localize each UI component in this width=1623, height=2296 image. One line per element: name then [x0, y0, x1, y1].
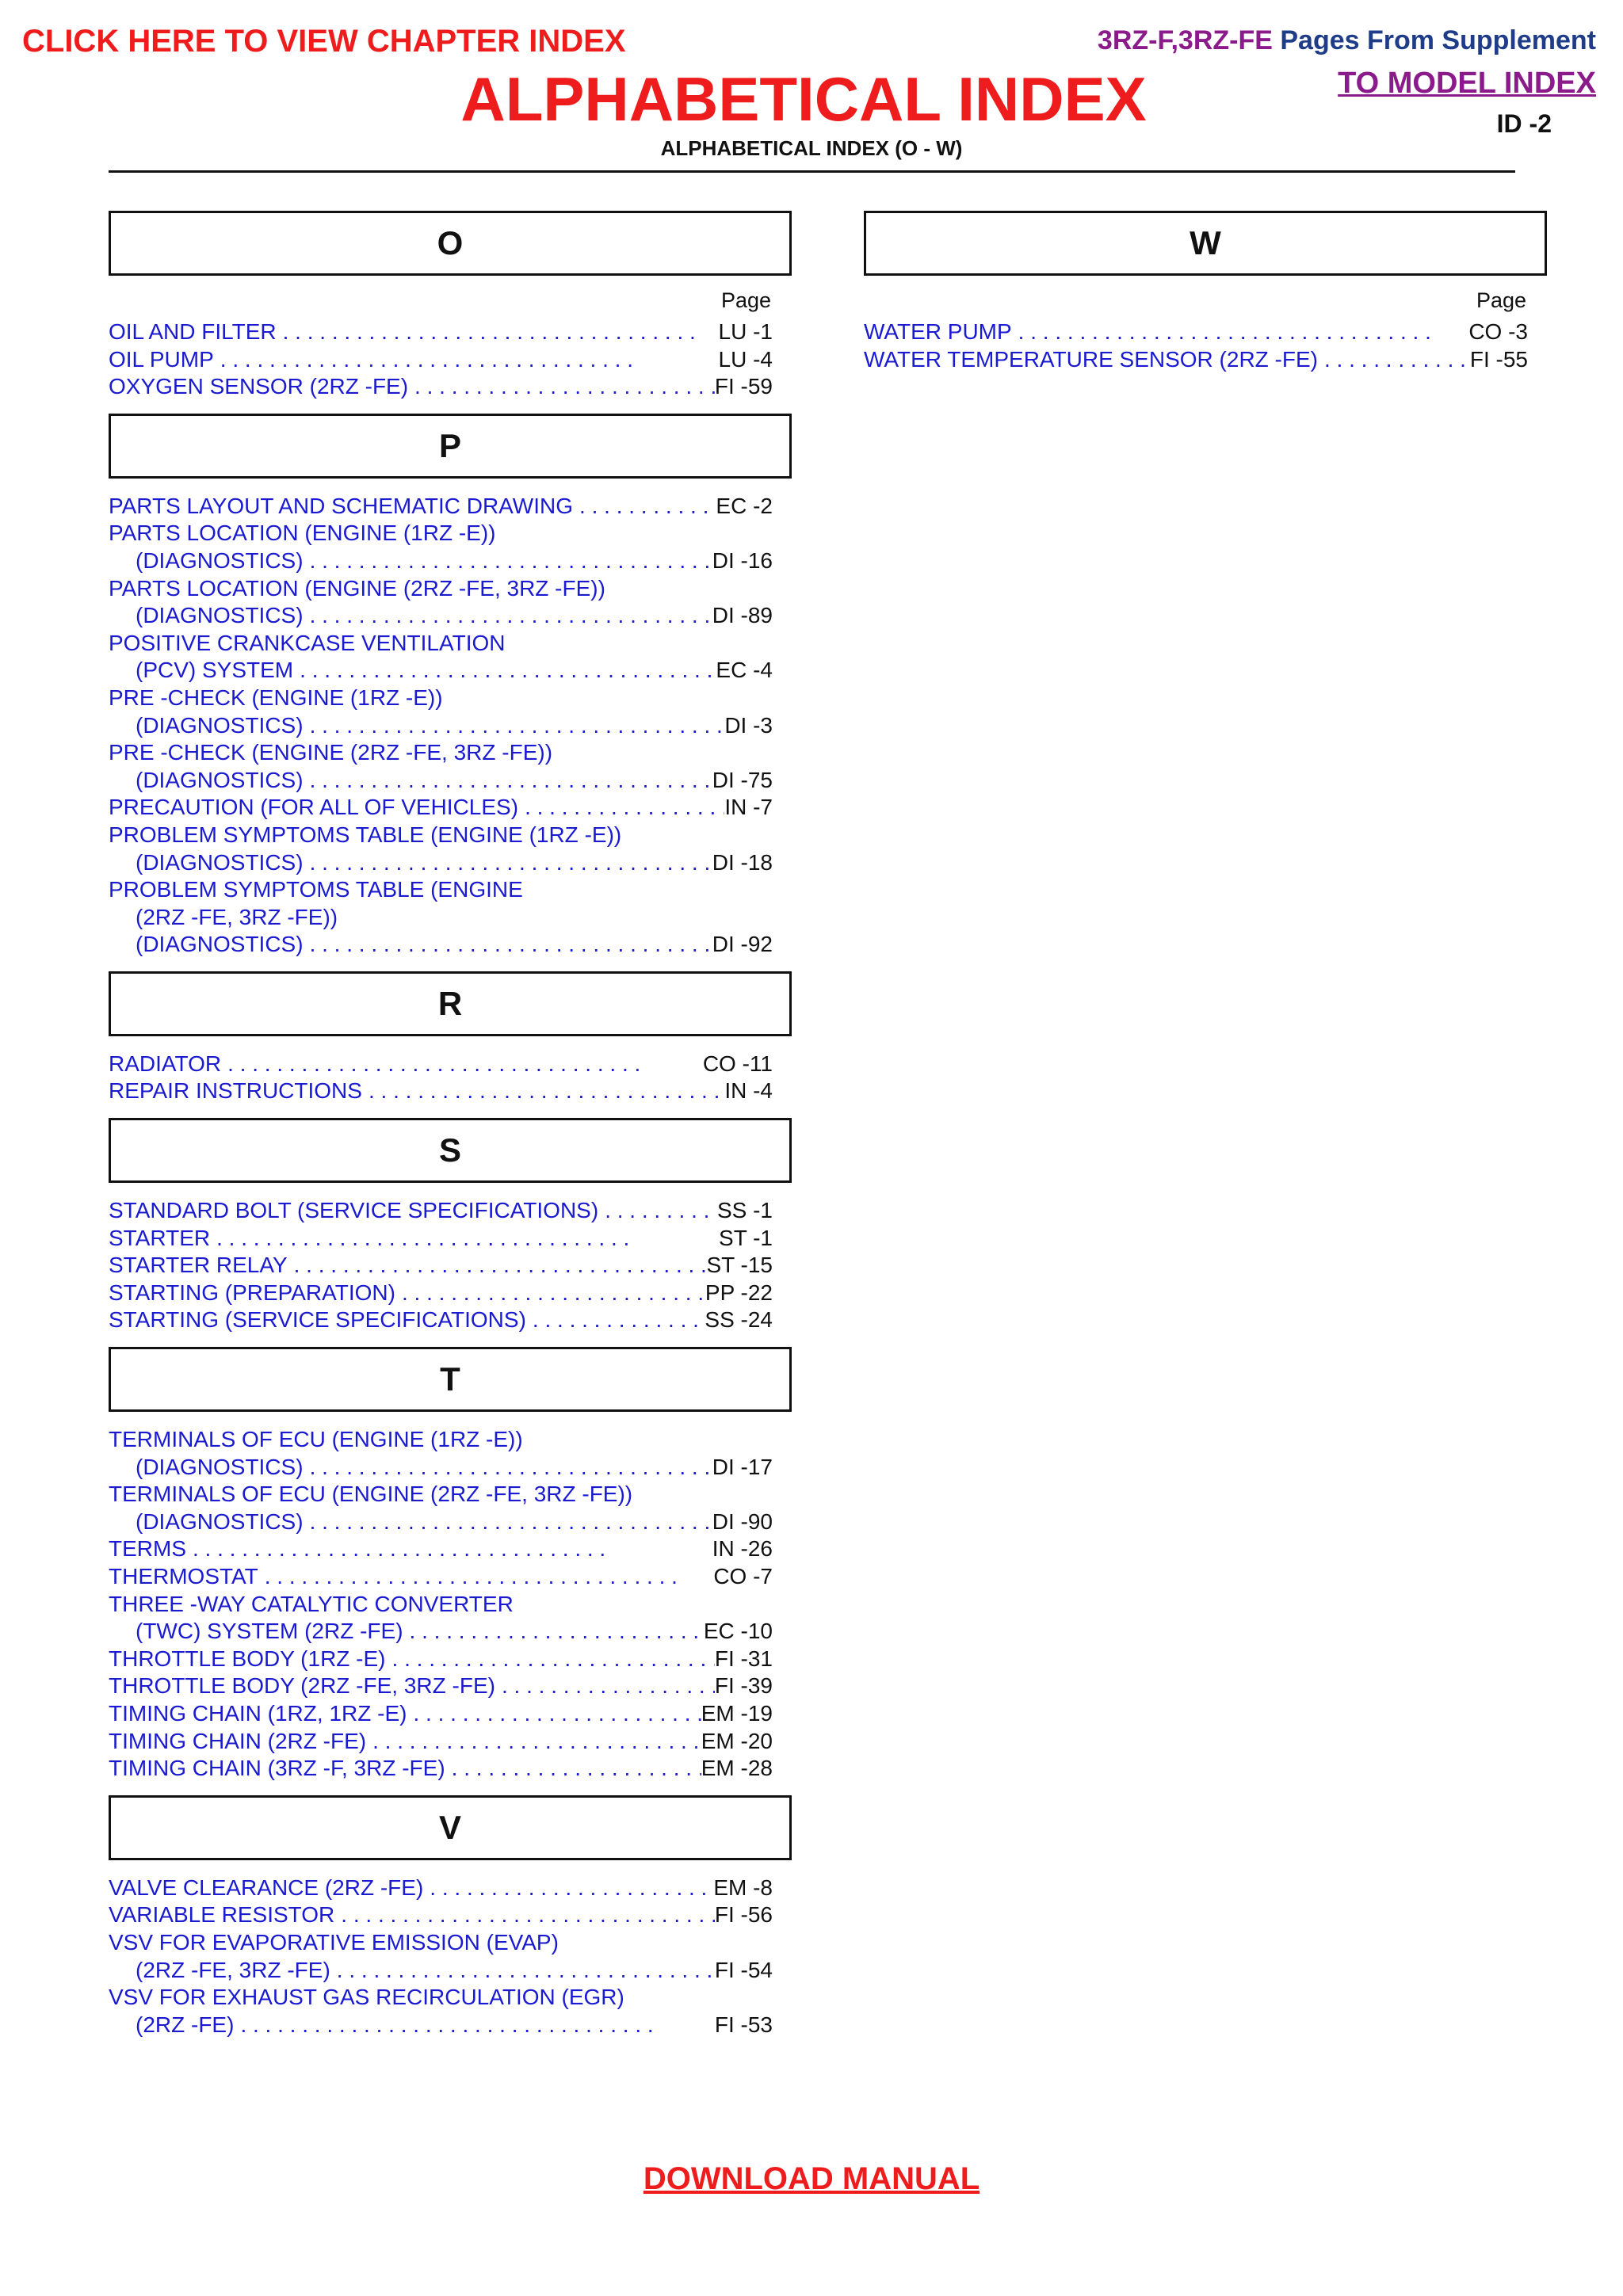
index-section-s [109, 1118, 792, 1334]
index-entry-title: THREE -WAY CATALYTIC CONVERTER [109, 1591, 514, 1616]
index-entry-page: CO -3 [1468, 319, 1528, 344]
index-entry-title: VSV FOR EXHAUST GAS RECIRCULATION (EGR) [109, 1985, 624, 2010]
index-entry[interactable] [109, 685, 792, 739]
index-entry[interactable] [109, 1700, 792, 1728]
index-entry-page: EM -8 [713, 1875, 773, 1900]
index-entry-title: PARTS LOCATION (ENGINE (1RZ -E)) [109, 521, 496, 546]
section-letter-heading: P [109, 414, 792, 479]
index-entry-title: PRE -CHECK (ENGINE (1RZ -E)) [109, 685, 443, 710]
model-codes: 3RZ-F,3RZ-FE [1097, 25, 1273, 55]
dot-leader [341, 1901, 715, 1929]
index-entry-page: FI -59 [714, 374, 773, 399]
index-entry-title: (TWC) SYSTEM (2RZ -FE) [136, 1619, 403, 1644]
index-entry-page: DI -89 [712, 603, 773, 628]
index-entry-page: EC -10 [703, 1619, 773, 1644]
index-entry-page: FI -39 [714, 1673, 773, 1699]
index-entry-title: POSITIVE CRANKCASE VENTILATION [109, 630, 506, 655]
index-entry[interactable] [109, 739, 792, 794]
index-entry-title: THROTTLE BODY (2RZ -FE, 3RZ -FE) [109, 1673, 495, 1699]
dot-leader [193, 1535, 605, 1563]
dot-leader [265, 1563, 677, 1591]
index-entry-title: THROTTLE BODY (1RZ -E) [109, 1646, 386, 1671]
index-entry[interactable] [109, 1929, 792, 1984]
index-entry-page: FI -53 [714, 2012, 773, 2037]
page-column-label: Page [1476, 288, 1526, 312]
index-entry[interactable] [864, 346, 1547, 374]
dot-leader [414, 373, 715, 401]
index-entry-title: (2RZ -FE, 3RZ -FE)) [136, 904, 338, 929]
index-entry[interactable] [109, 1984, 792, 2039]
index-entry[interactable] [109, 493, 792, 521]
index-entry-title: (2RZ -FE, 3RZ -FE) [136, 1957, 330, 1982]
index-entry-page: SS -24 [705, 1307, 773, 1333]
section-letter-heading: S [109, 1118, 792, 1183]
dot-leader [525, 794, 724, 822]
dot-leader [283, 318, 695, 346]
index-section-v [109, 1795, 792, 2039]
chapter-index-link[interactable]: CLICK HERE TO VIEW CHAPTER INDEX [22, 24, 626, 59]
index-entry[interactable] [109, 1225, 792, 1253]
dot-leader [452, 1755, 701, 1783]
dot-leader [310, 849, 712, 877]
index-entry-page: CO -11 [702, 1051, 773, 1076]
dot-leader [310, 547, 712, 575]
dot-leader [413, 1700, 701, 1728]
index-entry-title: WATER PUMP [864, 319, 1012, 344]
index-entry[interactable] [109, 1563, 792, 1591]
index-entry[interactable] [109, 1535, 792, 1563]
index-entry-page: EM -19 [701, 1700, 773, 1726]
index-entry[interactable] [109, 1051, 792, 1078]
index-entry[interactable] [109, 1252, 792, 1280]
index-section-t [109, 1347, 792, 1783]
index-entry[interactable] [109, 1646, 792, 1673]
dot-leader [430, 1875, 713, 1902]
section-letter-heading: V [109, 1795, 792, 1860]
dot-leader [1324, 346, 1470, 374]
index-entry[interactable] [109, 1875, 792, 1902]
section-letter-heading: R [109, 971, 792, 1036]
index-section-o [109, 211, 792, 401]
index-section-r [109, 971, 792, 1105]
index-entry-page: PP -22 [705, 1280, 773, 1305]
index-entry[interactable] [109, 1426, 792, 1481]
index-entry[interactable] [109, 1755, 792, 1783]
dot-leader [402, 1280, 705, 1307]
index-entry-title: (DIAGNOSTICS) [136, 1454, 304, 1479]
dot-leader [310, 931, 712, 959]
index-entry-title: (DIAGNOSTICS) [136, 932, 304, 957]
index-entry-page: ST -15 [706, 1253, 773, 1278]
index-entry-title: (DIAGNOSTICS) [136, 767, 304, 792]
section-letter-heading: O [109, 211, 792, 276]
index-entry-title: STARTER [109, 1225, 211, 1250]
section-letter-heading: W [864, 211, 1547, 276]
dot-leader [310, 602, 712, 630]
dot-leader [392, 1646, 715, 1673]
index-entry-title: OIL PUMP [109, 346, 214, 372]
section-letter-heading: T [109, 1347, 792, 1412]
download-manual-link[interactable]: DOWNLOAD MANUAL [643, 2161, 980, 2196]
index-entry[interactable] [109, 373, 792, 401]
index-entry-page: LU -4 [718, 346, 773, 372]
index-entry-page: DI -75 [712, 767, 773, 792]
index-entry-title: TERMS [109, 1536, 186, 1562]
index-section-p [109, 414, 792, 959]
index-entry-page: DI -90 [712, 1508, 773, 1534]
index-entry-title: TERMINALS OF ECU (ENGINE (1RZ -E)) [109, 1427, 523, 1452]
index-entry[interactable] [109, 876, 792, 959]
index-entry-page: IN -26 [712, 1536, 773, 1562]
index-entry-title: PRE -CHECK (ENGINE (2RZ -FE, 3RZ -FE)) [109, 740, 553, 765]
index-entry-title: STANDARD BOLT (SERVICE SPECIFICATIONS) [109, 1198, 599, 1223]
index-entry-title: (DIAGNOSTICS) [136, 603, 304, 628]
index-entry[interactable] [109, 1591, 792, 1646]
dot-leader [605, 1197, 717, 1225]
index-entry[interactable] [109, 1672, 792, 1700]
index-entry[interactable] [109, 346, 792, 374]
index-entry-title: OXYGEN SENSOR (2RZ -FE) [109, 374, 409, 399]
page-id: ID -2 [1496, 109, 1552, 138]
index-entry-title: TIMING CHAIN (3RZ -F, 3RZ -FE) [109, 1756, 445, 1781]
index-entry-page: IN -7 [724, 795, 773, 820]
index-entry-page: EM -28 [701, 1756, 773, 1781]
index-entry-title: PARTS LOCATION (ENGINE (2RZ -FE, 3RZ -FE)) [109, 575, 605, 601]
index-entry-page: FI -55 [1469, 346, 1528, 372]
index-entry-title: TIMING CHAIN (1RZ, 1RZ -E) [109, 1700, 407, 1726]
dot-leader [216, 1225, 628, 1253]
index-entry-page: EC -4 [716, 658, 773, 683]
header-divider [109, 170, 1515, 173]
dot-leader [579, 493, 716, 521]
index-entry-page: EC -2 [716, 493, 773, 518]
dot-leader [227, 1051, 640, 1078]
dot-leader [502, 1672, 715, 1700]
index-entry[interactable] [109, 794, 792, 822]
index-entry-title: (PCV) SYSTEM [136, 658, 294, 683]
index-entry-title: OIL AND FILTER [109, 319, 277, 344]
index-entry-title: (DIAGNOSTICS) [136, 547, 304, 573]
index-entry-page: FI -56 [714, 1902, 773, 1928]
index-entry-title: THERMOSTAT [109, 1564, 258, 1589]
index-entry-title: WATER TEMPERATURE SENSOR (2RZ -FE) [864, 346, 1318, 372]
index-entry-title: PRECAUTION (FOR ALL OF VEHICLES) [109, 795, 519, 820]
index-entry-title: PARTS LAYOUT AND SCHEMATIC DRAWING [109, 493, 574, 518]
index-entry[interactable] [109, 1728, 792, 1756]
index-entry[interactable] [109, 1306, 792, 1334]
index-entry-title: (DIAGNOSTICS) [136, 849, 304, 875]
index-entry-page: EM -20 [701, 1728, 773, 1753]
dot-leader [337, 1957, 715, 1985]
index-entry-title: REPAIR INSTRUCTIONS [109, 1078, 362, 1104]
index-entry-page: SS -1 [716, 1198, 773, 1223]
index-entry-title: STARTING (SERVICE SPECIFICATIONS) [109, 1307, 526, 1333]
dot-leader [310, 767, 712, 795]
dot-leader [1018, 318, 1430, 346]
right-index-column [864, 211, 1547, 386]
index-entry[interactable] [109, 1077, 792, 1105]
index-entry-page: DI -17 [712, 1454, 773, 1479]
dot-leader [220, 346, 632, 374]
index-entry-page: CO -7 [713, 1564, 773, 1589]
index-entry-title: VSV FOR EVAPORATIVE EMISSION (EVAP) [109, 1929, 559, 1955]
index-entry-title: (DIAGNOSTICS) [136, 1508, 304, 1534]
model-index-link[interactable]: TO MODEL INDEX [1338, 67, 1596, 100]
index-entry-title: RADIATOR [109, 1051, 222, 1076]
dot-leader [533, 1306, 705, 1334]
index-entry-title: TERMINALS OF ECU (ENGINE (2RZ -FE, 3RZ -FE)) [109, 1482, 633, 1507]
dot-leader [240, 2012, 652, 2039]
index-entry-title: (2RZ -FE) [136, 2012, 235, 2037]
index-entry-title: PROBLEM SYMPTOMS TABLE (ENGINE [109, 877, 523, 902]
model-supplement-tag[interactable] [1098, 25, 1596, 56]
dot-leader [310, 1508, 712, 1536]
index-entry[interactable] [109, 575, 792, 630]
dot-leader [410, 1618, 704, 1646]
dot-leader [294, 1252, 706, 1280]
index-entry[interactable] [109, 1280, 792, 1307]
index-entry-title: VALVE CLEARANCE (2RZ -FE) [109, 1875, 424, 1900]
dot-leader [300, 657, 712, 685]
download-section [0, 2161, 1623, 2197]
supplement-label: Pages From Supplement [1280, 25, 1596, 55]
index-entry-title: VARIABLE RESISTOR [109, 1902, 335, 1928]
index-entry-title: PROBLEM SYMPTOMS TABLE (ENGINE (1RZ -E)) [109, 822, 622, 847]
index-entry[interactable] [109, 1901, 792, 1929]
index-entry[interactable] [109, 1481, 792, 1535]
dot-leader [372, 1728, 701, 1756]
index-entry-page: ST -1 [719, 1225, 773, 1250]
index-entry[interactable] [109, 1197, 792, 1225]
page-column-label: Page [720, 288, 771, 312]
index-entry-page: FI -31 [714, 1646, 773, 1671]
left-index-column [109, 211, 792, 2051]
page-subtitle: ALPHABETICAL INDEX (O - W) [660, 136, 963, 160]
index-entry-page: DI -3 [724, 712, 773, 738]
index-entry-page: FI -54 [714, 1957, 773, 1982]
index-entry-page: DI -92 [712, 932, 773, 957]
dot-leader [369, 1077, 724, 1105]
index-entry-page: DI -16 [712, 547, 773, 573]
index-entry-title: STARTING (PREPARATION) [109, 1280, 395, 1305]
index-section-w [864, 211, 1547, 373]
index-entry[interactable] [109, 520, 792, 574]
index-entry[interactable] [109, 630, 792, 685]
dot-leader [310, 712, 722, 740]
index-entry[interactable] [109, 822, 792, 876]
index-entry-page: DI -18 [712, 849, 773, 875]
index-entry-page: IN -4 [724, 1078, 773, 1104]
index-entry-page: LU -1 [718, 319, 773, 344]
index-entry-title: (DIAGNOSTICS) [136, 712, 304, 738]
page-title: ALPHABETICAL INDEX [460, 64, 1147, 134]
index-entry-title: STARTER RELAY [109, 1253, 288, 1278]
dot-leader [310, 1454, 712, 1482]
index-entry[interactable] [109, 318, 792, 346]
index-entry-title: TIMING CHAIN (2RZ -FE) [109, 1728, 367, 1753]
index-entry[interactable] [864, 318, 1547, 346]
